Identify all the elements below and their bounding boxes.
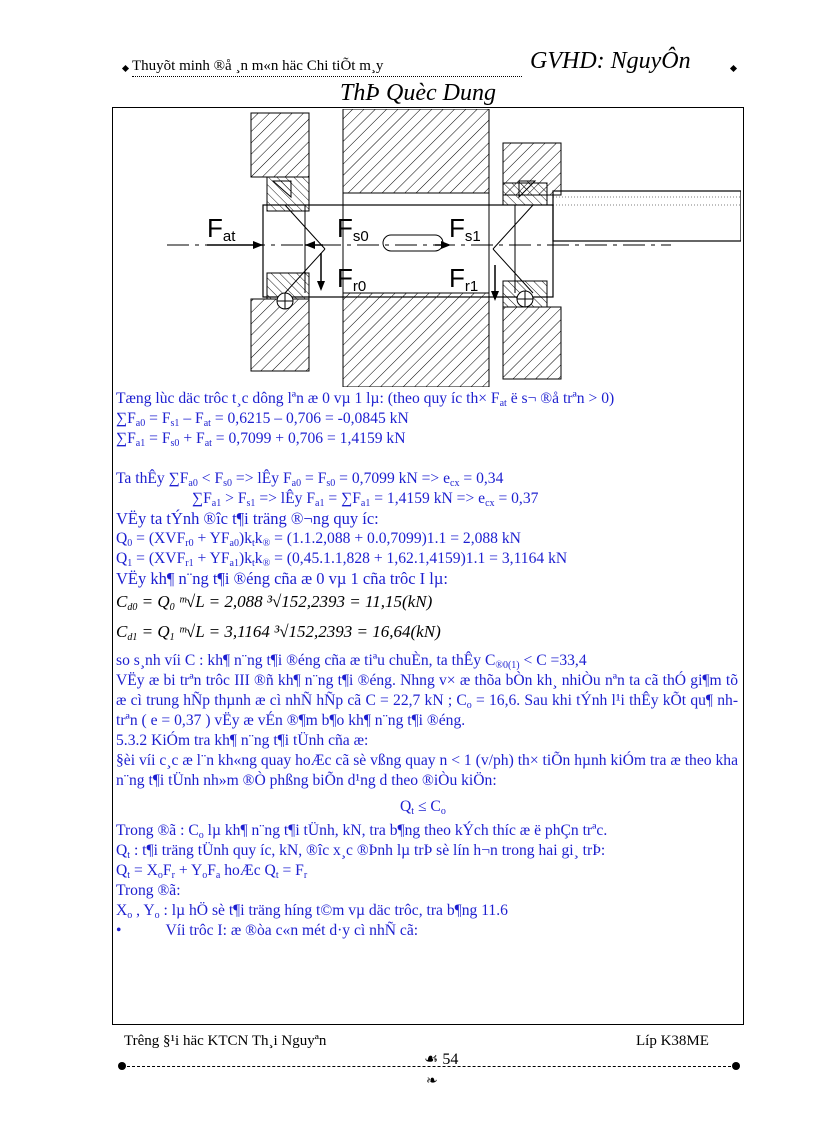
paragraph-bearing-choice: VËy æ bi trªn trôc III ®ñ kh¶ n¨ng t¶i ®éng. Nhng v× æ thõa bÒn kh¸ nhiÒu nªn ta cã thÓ gi¶m tõ æ cì trung hÑp thµnh æ cì nhÑ hÑp cã C = 22,7 kN ; $C_o = 16,6$. Sau khi tÝnh l¹i thÊy kÕt qu¶ nh trªn ( e = 0,37 ) vËy æ vÉn ®¶m b¶o kh¶ n¨ng t¶i ®éng. <box>116 672 739 729</box>
line-q1: $Q_1 = (XVF_{r1} + YF_{a1})k_tk_® = (0,45.1.1,828 + 1,62.1,4159)1.1 = 3,1164$ kN <box>116 550 568 569</box>
line-co-definition: Trong ®ã : $C_o$ lµ kh¶ n¨ng t¶i tÜnh, kN, tra b¶ng theo kÝch thíc æ ë phÇn trªc. <box>116 822 608 841</box>
footer-class: Líp K38ME <box>636 1033 709 1049</box>
formula-cd1: $C_{d1} = Q_1$ ᵐ√L = 3,1164 ³√152,2393 = 16,64(kN) <box>116 622 441 643</box>
shaft-extension <box>553 191 741 241</box>
bearing-assembly-drawing <box>115 109 741 387</box>
footer-dot-left <box>118 1062 126 1070</box>
line-where: Trong ®ã: <box>116 882 181 899</box>
ornament-icon: ☙ <box>424 1051 439 1068</box>
right-housing-bottom <box>503 307 561 379</box>
line-axial-force-intro: Tæng lùc däc trôc t¸c dông lªn æ 0 vµ 1 lµ: (theo quy íc $th\times F_{at}$ ë s¬ ®å trªn > 0) <box>116 390 615 409</box>
header-supervisor-name: ThÞ Quèc Dung <box>340 80 496 106</box>
label-fat: Fat <box>207 213 236 245</box>
line-qt-formula: $Q_t = X_oF_r + Y_oF_a$ hoÆc $Q_t = F_r$ <box>116 862 308 881</box>
header-bullet-right <box>730 65 737 72</box>
footer-ornament-icon: ❧ <box>426 1074 438 1089</box>
footer-dot-right <box>732 1062 740 1070</box>
line-dynamic-capacity: VËy kh¶ n¨ng t¶i ®éng cña æ 0 vµ 1 cña trôc I lµ: <box>116 569 448 588</box>
formula-cd0: $C_{d0} = Q_0$ ᵐ√L = 2,088 ³√152,2393 = 11,15(kN) <box>116 592 433 613</box>
label-fr1: Fr1 <box>449 263 479 295</box>
line-sum-fa0: $\sum F_{a0} = F_{s1} - F_{at} = 0,6215 - 0,706 = -0,0845$ kN <box>116 410 409 429</box>
header-bullet-left <box>122 65 129 72</box>
header-title: Thuyõt minh ®å ¸n m«n häc Chi tiÕt m¸y <box>132 58 384 74</box>
line-qt-definition: $Q_t$ : t¶i träng tÜnh quy íc, kN, ®îc x¸c ®Þnh lµ trÞ sè lín h¬n trong hai gi¸ trÞ: <box>116 842 606 861</box>
label-fs0: Fs0 <box>337 213 369 245</box>
footer-school: Trêng §¹i häc KTCN Th¸i Nguyªn <box>124 1033 327 1049</box>
line-shaft-i: • Víi trôc I: æ ®òa c«n mét d·y cì nhÑ cã: <box>116 922 419 939</box>
label-fs1: Fs1 <box>449 213 481 245</box>
line-sum-fa1: $\sum F_{a1} = F_{s0} + F_{at} = 0,7099 + 0,706 = 1,4159$ kN <box>116 430 406 449</box>
header-dotted-line <box>132 76 522 77</box>
line-xo-yo: $X_o$ , $Y_o$ : lµ hÖ sè t¶i träng híng t©m vµ däc trôc, tra b¶ng 11.6 <box>116 902 508 921</box>
section-heading-static: 5.3.2 KiÓm tra kh¶ n¨ng t¶i tÜnh cña æ: <box>116 732 369 749</box>
page-number: ☙ 54 <box>424 1051 459 1068</box>
paragraph-static-check: §èi víi c¸c æ l¨n kh«ng quay hoÆc cã sè vßng quay n < 1 (v/ph) th× tiÕn hµnh kiÓm tra æ theo kha n¨ng t¶i tÜnh nh»m ®Ò phßng biÕn d¹ng d theo ®iÒu kiÖn: <box>116 752 738 789</box>
label-fr0: Fr0 <box>337 263 367 295</box>
left-housing-top <box>251 113 309 177</box>
line-compare-1: $\sum F_{a1} > F_{s1}$ => lÊy $F_{a1} = \sum F_{a1} = 1,4159$ kN => $e_{cx} = 0,37$ <box>192 490 539 509</box>
condition-qt-co: $Q_t \le C_o$ <box>400 798 446 817</box>
left-housing-bottom <box>251 299 309 371</box>
body-text <box>116 389 738 941</box>
header-supervisor: GVHD: NguyÔn <box>530 48 691 74</box>
footer-dashed-line <box>122 1066 736 1067</box>
line-equivalent-load: VËy ta tÝnh ®îc t¶i träng ®¬ng quy íc: <box>116 509 379 528</box>
line-q0: $Q_0 = (XVF_{r0} + YF_{a0})k_tk_® = (1.1.2,088 + 0.0,7099)1.1 = 2,088$ kN <box>116 530 521 549</box>
bullet-icon: • <box>116 922 122 939</box>
line-compare-standard: so s¸nh víi C : kh¶ n¨ng t¶i ®éng cña æ tiªu chuÈn, ta thÊy $C_{®0(1)} < C =33,4$ <box>116 652 587 671</box>
keyway <box>383 235 443 251</box>
line-compare-0: Ta thÊy $\sum F_{a0} < F_{s0}$ => lÊy $F_{a0} = F_{s0} = 0,7099$ kN => $e_{cx} = 0,34$ <box>116 470 504 489</box>
